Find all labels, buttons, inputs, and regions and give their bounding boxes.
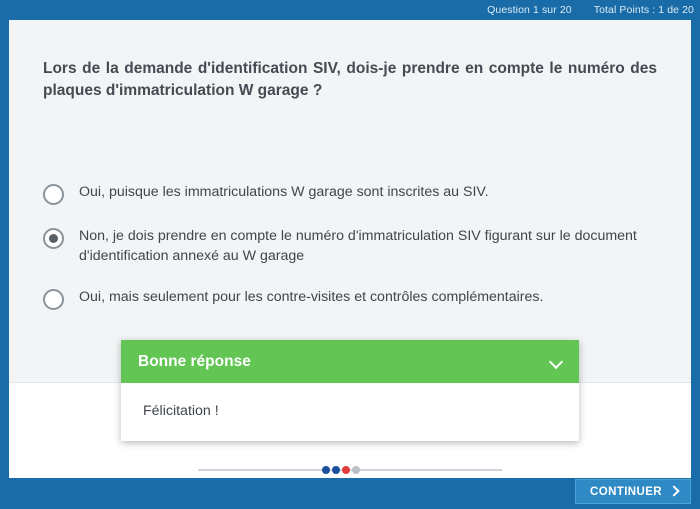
quiz-content-card	[9, 20, 691, 478]
answer-label-2: Non, je dois prendre en compte le numéro d'immatriculation SIV figurant sur le document d'identification annexé au W garage	[79, 228, 637, 265]
answer-list	[43, 182, 661, 331]
progress-line	[198, 469, 502, 471]
progress-dot-1	[322, 466, 330, 474]
chevron-right-icon	[670, 487, 679, 496]
answer-label-3: Oui, mais seulement pour les contre-visites et contrôles complémentaires.	[79, 289, 544, 306]
radio-button-icon-1[interactable]	[43, 184, 64, 205]
answer-option-2[interactable]	[43, 226, 661, 266]
feedback-title: Bonne réponse	[138, 352, 251, 370]
progress-dot-3	[342, 466, 350, 474]
question-text: Lors de la demande d'identification SIV, dois-je prendre en compte le numéro des plaques d'immatriculation W garage ?	[43, 60, 657, 100]
progress-dot-4	[352, 466, 360, 474]
radio-button-icon-2[interactable]	[43, 228, 64, 249]
answer-option-3[interactable]	[43, 287, 661, 310]
total-points: Total Points : 1 de 20	[593, 4, 694, 16]
feedback-header[interactable]	[121, 340, 579, 383]
feedback-popup	[121, 340, 579, 441]
progress-dot-2	[332, 466, 340, 474]
chevron-down-icon[interactable]	[550, 355, 563, 368]
answer-label-1: Oui, puisque les immatriculations W garage sont inscrites au SIV.	[79, 184, 489, 200]
progress-indicator	[9, 469, 691, 471]
progress-dots	[322, 466, 360, 474]
feedback-body-text: Félicitation !	[143, 403, 219, 419]
radio-button-icon-3[interactable]	[43, 289, 64, 310]
question-counter: Question 1 sur 20	[487, 4, 572, 16]
quiz-top-bar	[0, 0, 700, 20]
continue-button[interactable]	[575, 479, 691, 504]
feedback-body	[121, 383, 579, 441]
continue-button-label: CONTINUER	[590, 485, 662, 498]
answer-option-1[interactable]	[43, 182, 661, 205]
